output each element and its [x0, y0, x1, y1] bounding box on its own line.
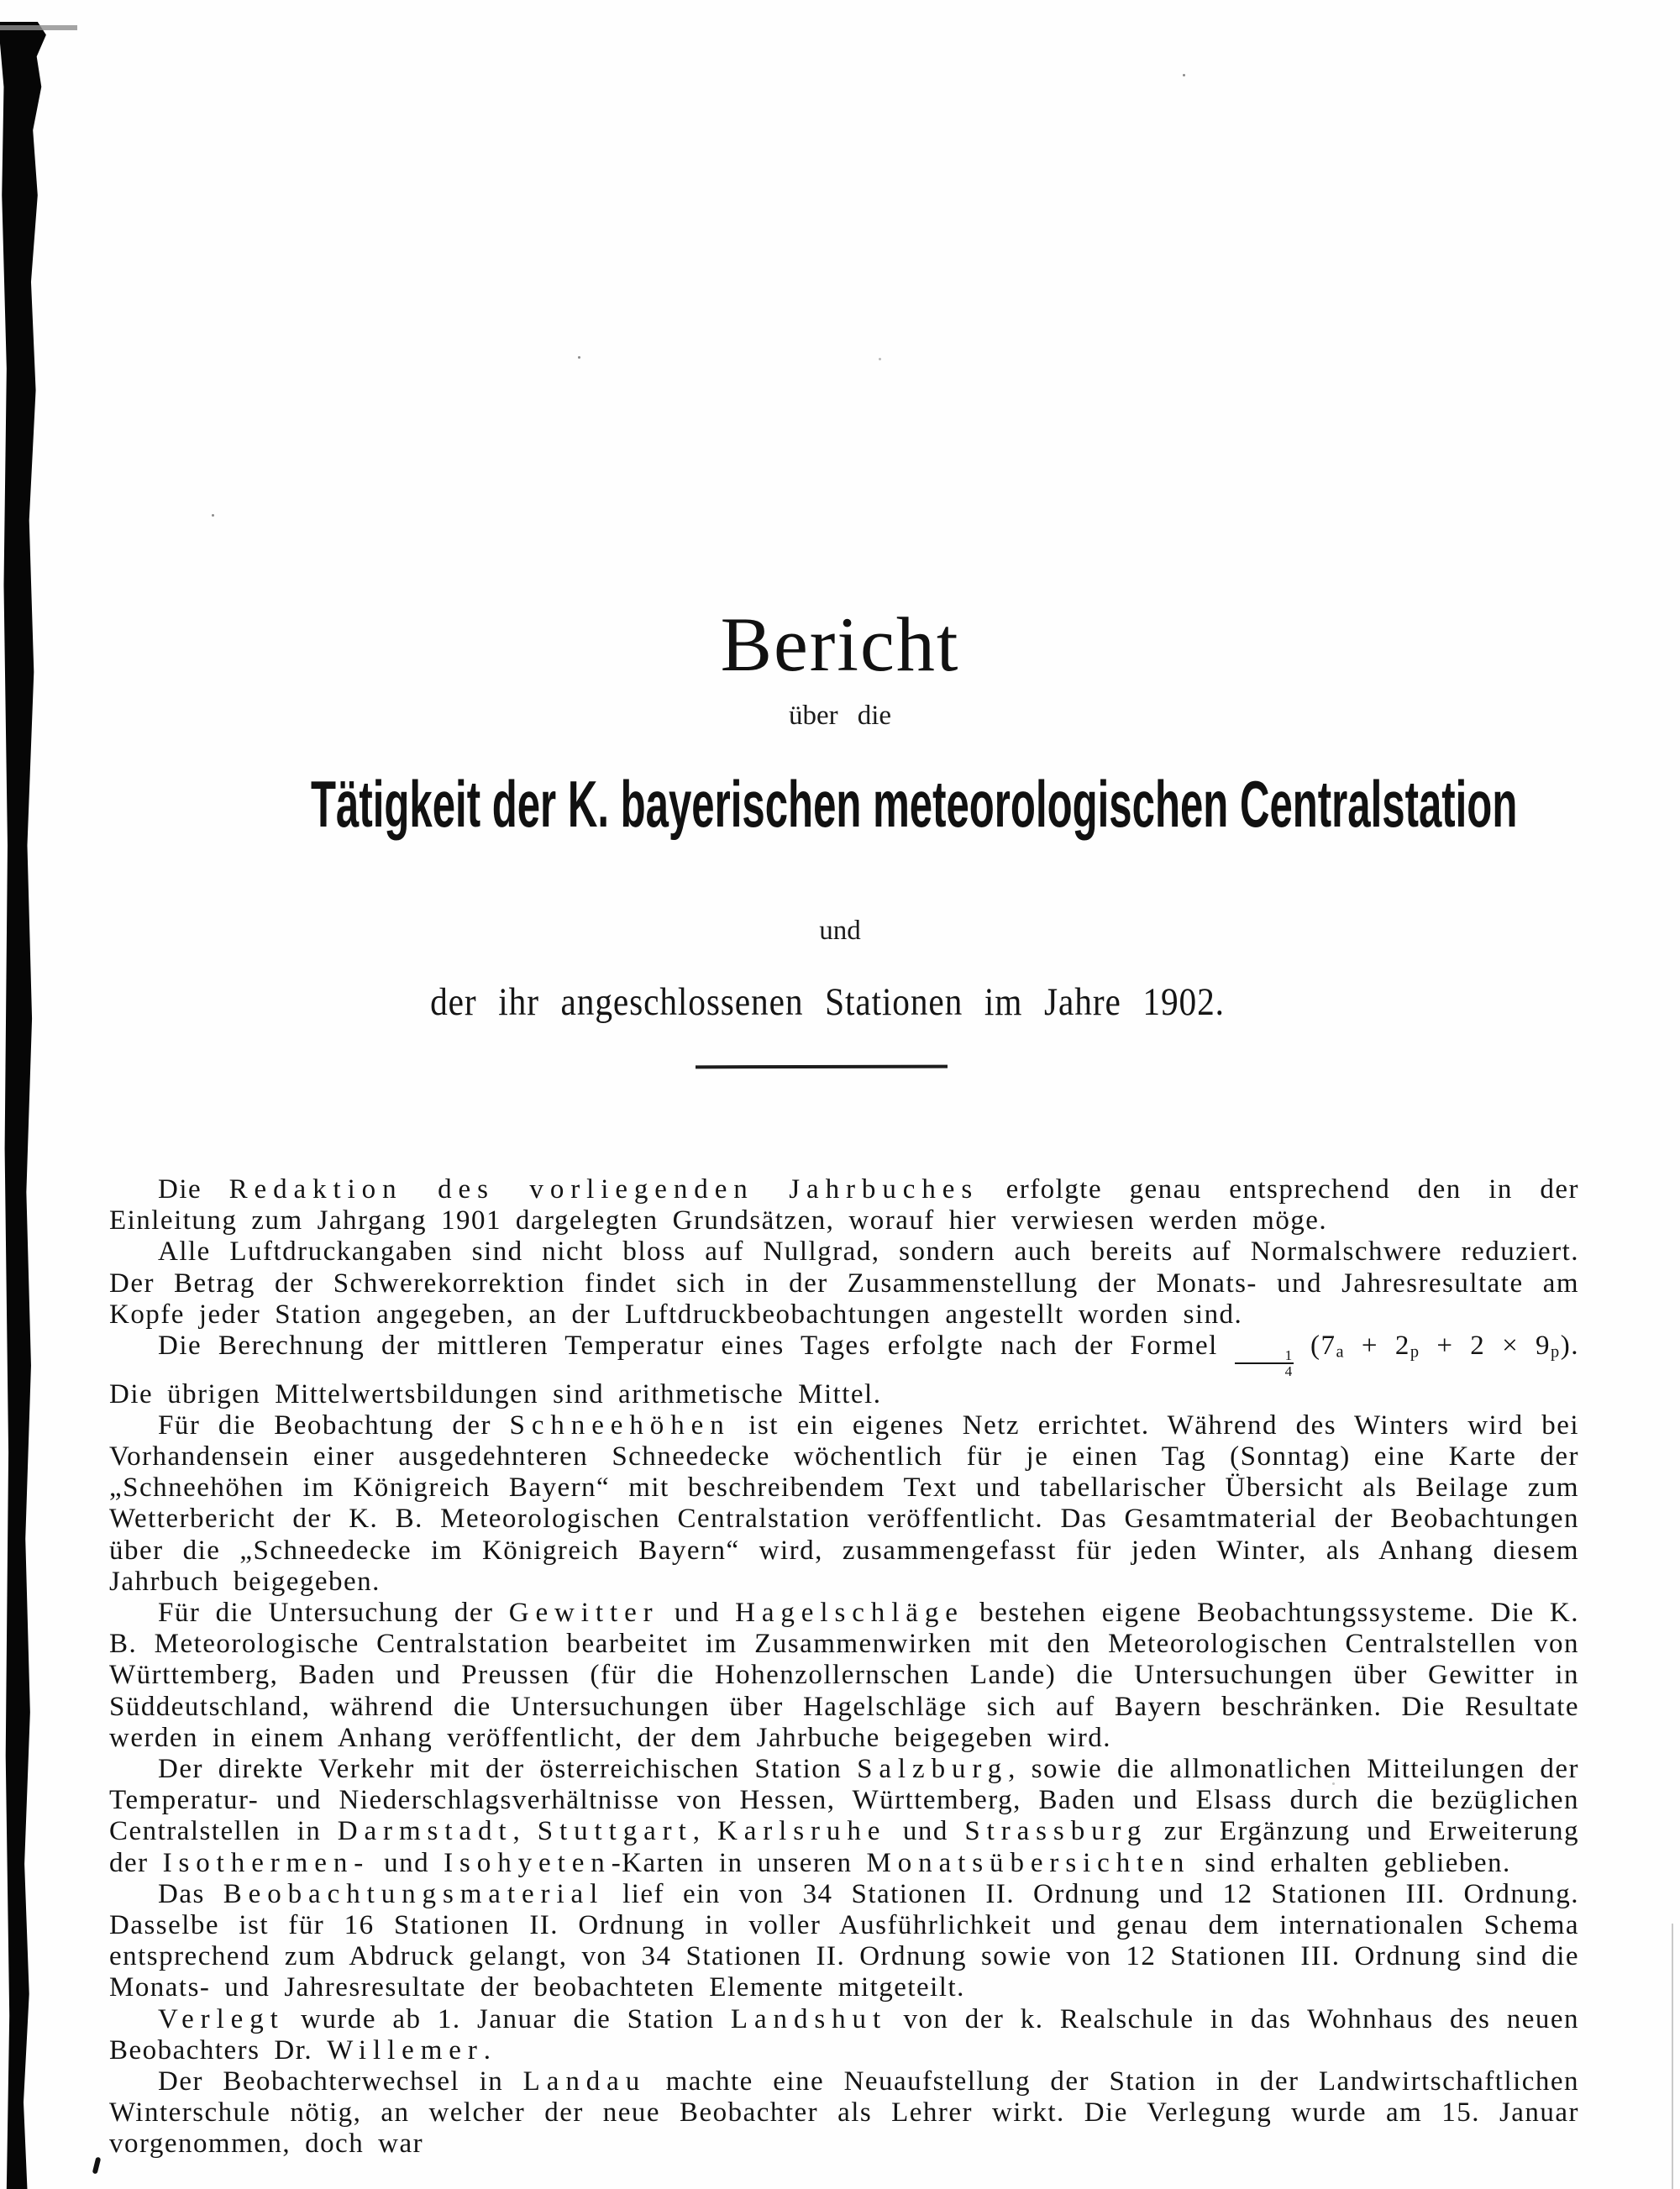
letterspaced-text: Beobachtungsmaterial [223, 1878, 605, 1909]
paragraph: Für die Untersuchung der Gewitter und Hagelschläge bestehen eigene Beobachtungssysteme. Die K. B. Meteorologische Centralstation bearbeitet im Zusammenwirken mit den Meteorologischen Centralstellen von Württemberg, Baden und Preussen (für die Hohenzollernschen Lande) die Untersuchungen über Gewitter in Süddeutschland, während die Untersuchungen über Hagelschläge sich auf Bayern beschränken. Die Resultate werden in einem Anhang veröffentlicht, der dem Jahrbuche beigegeben wird. [109, 1597, 1579, 1753]
scan-artifact [92, 2157, 102, 2175]
paragraph: Alle Luftdruckangaben sind nicht bloss auf Nullgrad, sondern auch bereits auf Normalschwere reduziert. Der Betrag der Schwerekorrektion findet sich in der Zusammenstellung der Monats- und Jahresresultate am Kopfe jeder Station angegeben, an der Luftdruckbeobachtungen angestellt worden sind. [109, 1236, 1579, 1330]
paragraph: Verlegt wurde ab 1. Januar die Station Landshut von der k. Realschule in das Wohnhaus des neuen Beobachters Dr. Willemer. [109, 2003, 1579, 2066]
letterspaced-text: Karlsruhe [717, 1816, 887, 1847]
letterspaced-text: Redaktion des vorliegenden Jahrbuches [228, 1174, 979, 1205]
letterspaced-text: Landau [522, 2066, 647, 2097]
letterspaced-text: Verlegt [158, 2003, 285, 2034]
paragraph: Der Beobachterwechsel in Landau machte eine Neuaufstellung der Station in der Landwirtschaftlichen Winterschule nötig, an welcher der neue Beobachter als Lehrer wirkt. Die Verlegung wurde am 15. Januar vorgenommen, doch war [109, 2066, 1579, 2160]
scan-speck [578, 356, 580, 359]
letterspaced-text: Isohyeten [444, 1847, 612, 1878]
scan-speck [879, 358, 881, 360]
letterspaced-text: Isothermen- [162, 1847, 370, 1878]
title-overline: über die [788, 701, 892, 731]
paragraph: Der direkte Verkehr mit der österreichischen Station Salzburg, sowie die allmonatlichen Mitteilungen der Temperatur- und Niederschlagsverhältnisse von Hessen, Württemberg, Baden und Elsass durch die bezüglichen Centralstellen in Darmstadt, Stuttgart, Karlsruhe und Strassburg zur Ergänzung und Erweiterung der Isothermen- und Isohyeten-Karten in unseren Monatsübersichten sind erhalten geblieben. [109, 1753, 1579, 1878]
paragraph: Die Berechnung der mittleren Temperatur eines Tages erfolgte nach der Formel $\frac{1}{4}$ $(7_a + 2_p + 2 \times 9_p)$. Die übrigen Mittelwertsbildungen sind arithmetische Mittel. [109, 1331, 1579, 1409]
heading-connector: und [819, 916, 861, 946]
scan-artifact [0, 25, 77, 30]
letterspaced-text: Hagelschläge [735, 1597, 964, 1628]
fraction: $\frac{1}{4}$ [1235, 1348, 1294, 1378]
letterspaced-text: Gewitter [508, 1597, 659, 1628]
letterspaced-text: Stuttgart [537, 1816, 693, 1847]
scan-binding-edge-artifact [0, 22, 47, 2189]
scan-speck [212, 514, 214, 517]
subscript: p [1551, 1342, 1561, 1362]
letterspaced-text: Darmstadt [337, 1816, 513, 1847]
letterspaced-text: Willemer [327, 2034, 484, 2066]
sub-heading: der ihr angeschlossenen Stationen im Jahre 1902. [430, 980, 1225, 1024]
subscript: a [1336, 1342, 1346, 1362]
subscript: p [1410, 1342, 1420, 1362]
letterspaced-text: Landshut [730, 2003, 888, 2034]
scan-artifact [1672, 1924, 1673, 2189]
report-title: Bericht [720, 601, 960, 687]
body-text [109, 1174, 1579, 2160]
paragraph: Das Beobachtungsmaterial lief ein von 34 Stationen II. Ordnung und 12 Stationen III. Ordnung. Dasselbe ist für 16 Stationen II. Ordnung in voller Ausführlichkeit und genau dem internationalen Schema entsprechend zum Abdruck gelangt, von 34 Stationen II. Ordnung sowie von 12 Stationen III. Ordnung sind die Monats- und Jahresresultate der beobachteten Elemente mitgeteilt. [109, 1878, 1579, 2003]
letterspaced-text: Salzburg [857, 1753, 1009, 1784]
paragraph: Für die Beobachtung der Schneehöhen ist ein eigenes Netz errichtet. Während des Winters wird bei Vorhandensein einer ausgedehnteren Schneedecke wöchentlich für je einen Tag (Sonntag) eine Karte der „Schneehöhen im Königreich Bayern“ mit beschreibendem Text und tabellarischer Übersicht als Beilage zum Wetterbericht der K. B. Meteorologischen Centralstation veröffentlicht. Das Gesamtmaterial der Beobachtungen über die „Schneedecke im Königreich Bayern“ wird, zusammengefasst für jeden Winter, als Anhang diesem Jahrbuch beigegeben. [109, 1409, 1579, 1597]
letterspaced-text: Monatsübersichten [866, 1847, 1191, 1878]
scan-speck [1183, 74, 1185, 76]
letterspaced-text: Strassburg [964, 1816, 1148, 1847]
letterspaced-text: Schneehöhen [509, 1409, 731, 1441]
main-heading: Tätigkeit der K. bayerischen meteorologischen Centralstation [311, 767, 1518, 841]
paragraph: Die Redaktion des vorliegenden Jahrbuches erfolgte genau entsprechend den in der Einleitung zum Jahrgang 1901 dargelegten Grundsätzen, worauf hier verwiesen werden möge. [109, 1174, 1579, 1236]
divider-rule [696, 1065, 948, 1069]
